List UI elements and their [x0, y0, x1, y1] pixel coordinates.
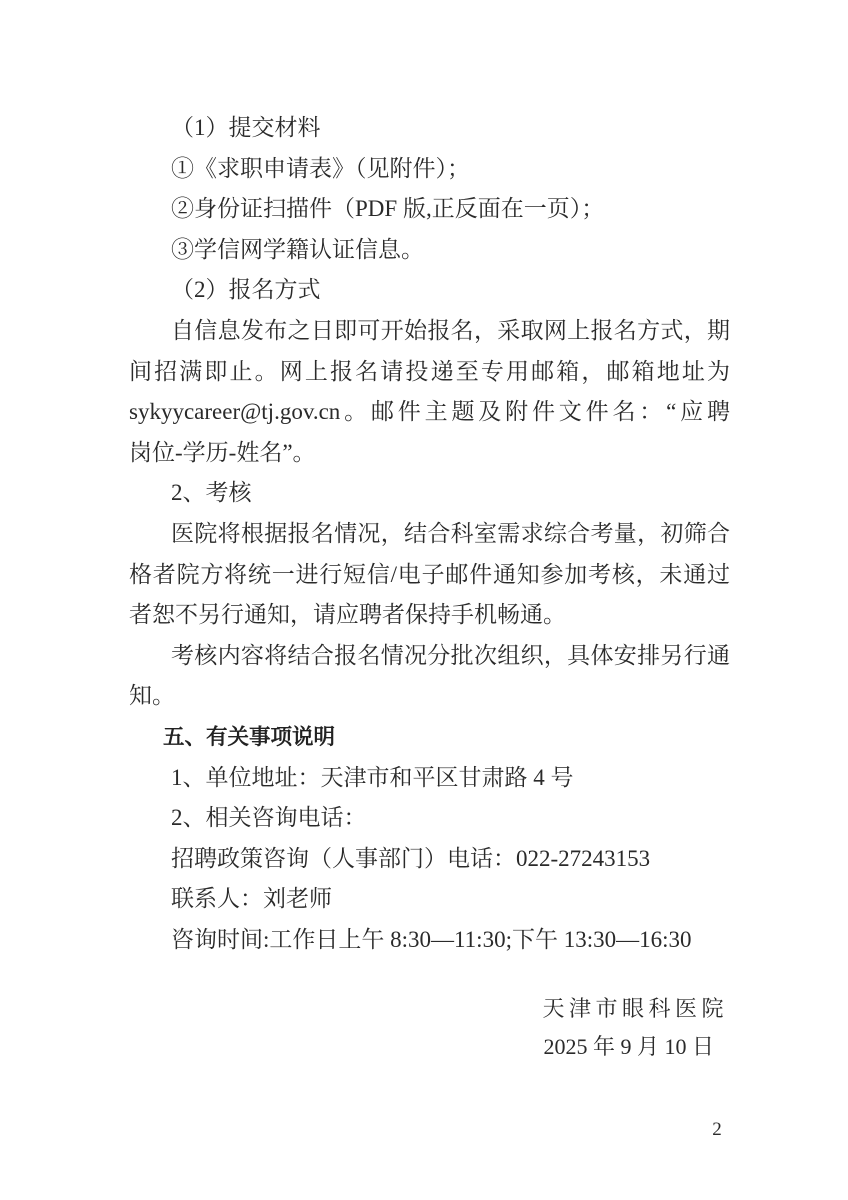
signature-date: 2025 年 9 月 10 日 — [543, 1034, 714, 1059]
text-line: 咨询时间:工作日上午 8:30—11:30;下午 13:30—16:30 — [171, 926, 692, 952]
text-line: 1、单位地址：天津市和平区甘肃路 4 号 — [171, 764, 574, 790]
document-body — [129, 108, 730, 960]
text-line: ②身份证扫描件（PDF 版,正反面在一页）； — [171, 196, 605, 222]
text-line: 2、相关咨询电话： — [171, 805, 367, 831]
text-line: 联系人：刘老师 — [171, 886, 332, 912]
text-line: 医院将根据报名情况，结合科室需求综合考量，初筛合 — [171, 520, 730, 546]
page-number: 2 — [712, 1119, 722, 1140]
text-line: 间招满即止。网上报名请投递至专用邮箱，邮箱地址为 — [129, 358, 730, 384]
text-line: 考核内容将结合报名情况分批次组织，具体安排另行通 — [171, 642, 730, 668]
signature-block — [129, 990, 730, 1066]
text-line: 知。 — [129, 683, 175, 709]
text-line: sykyycareer@tj.gov.cn。邮件主题及附件文件名：“应聘 — [129, 399, 730, 425]
text-line: 2、考核 — [171, 480, 252, 506]
text-line: 者恕不另行通知，请应聘者保持手机畅通。 — [129, 602, 566, 628]
text-line: 岗位-学历-姓名”。 — [129, 439, 316, 465]
text-line: ①《求职申请表》（见附件）； — [171, 155, 470, 181]
text-line: 格者院方将统一进行短信/电子邮件通知参加考核，未通过 — [129, 561, 730, 587]
signature-organization: 天津市眼科医院 — [542, 996, 728, 1021]
text-line: 五、有关事项说明 — [163, 724, 336, 749]
text-line: （2）报名方式 — [171, 277, 321, 303]
text-line: 招聘政策咨询（人事部门）电话：022-27243153 — [171, 845, 651, 871]
text-line: 自信息发布之日即可开始报名，采取网上报名方式，期 — [171, 317, 730, 343]
text-line: （1）提交材料 — [171, 115, 321, 140]
text-line: ③学信网学籍认证信息。 — [171, 236, 424, 262]
